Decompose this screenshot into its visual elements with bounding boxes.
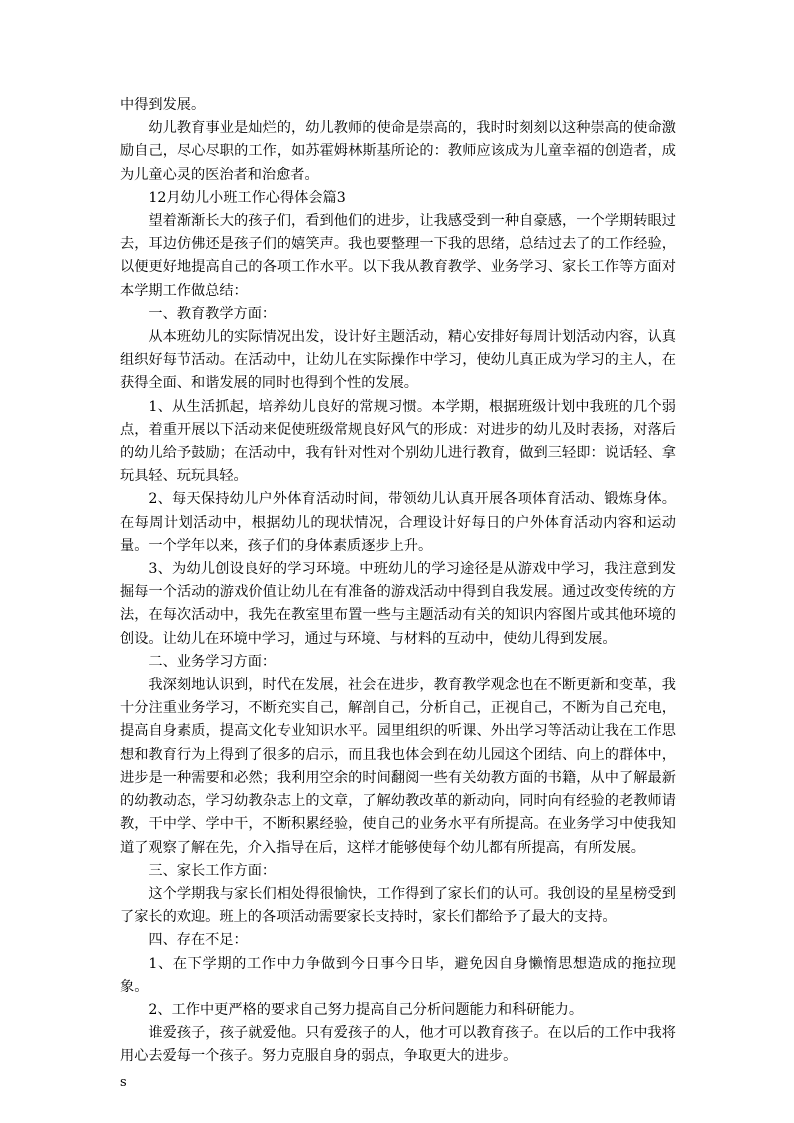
paragraph-continuation: 中得到发展。	[120, 97, 206, 113]
section-heading-teaching: 一、教育教学方面：	[148, 305, 277, 322]
paragraph-study: 我深刻地认识到，时代在发展，社会在进步，教育教学观念也在不断更新和变革，我十分注重业务学习，不断充实自己，解剖自己，分析自己，正视自己，不断为自己充电，提高自身素质，提高文化专业知识水平。园里组织的听课、外出学习等活动让我在工作思想和教育行为上得到了很多的启示，而且我也体会到在幼儿园这个团结、向上的群体中，进步是一种需要和必然；我利用空余的时间翻阅一些有关幼教方面的书籍，从中了解最新的幼教动态，学习幼教杂志上的文章，了解幼教改革的新动向，同时向有经验的老教师请教，干中学、学中干，不断积累经验，使自己的业务水平有所提高。在业务学习中使我知道了观察了解在先，介入指导在后，这样才能够使每个幼儿都有所提高，有所发展。	[120, 677, 676, 856]
paragraph-teaching: 从本班幼儿的实际情况出发，设计好主题活动，精心安排好每周计划活动内容，认真组织好每节活动。在活动中，让幼儿在实际操作中学习，使幼儿真正成为学习的主人，在获得全面、和谐发展的同时也得到个性的发展。	[120, 329, 676, 392]
paragraph-mission: 幼儿教育事业是灿烂的，幼儿教师的使命是崇高的，我时时刻刻以这种崇高的使命激励自己，尽心尽职的工作，如苏霍姆林斯基所论的：教师应该成为儿童幸福的创造者，成为儿童心灵的医治者和治愈者。	[120, 120, 676, 183]
paragraph-shortcoming-2: 2、工作中更严格的要求自己努力提高自己分析问题能力和科研能力。	[148, 1001, 584, 1018]
article-title: 12月幼儿小班工作心得体会篇3	[148, 189, 346, 206]
document-page	[120, 94, 676, 1094]
paragraph-environment: 3、为幼儿创设良好的学习环境。中班幼儿的学习途径是从游戏中学习，我注意到发掘每一个活动的游戏价值让幼儿在有准备的游戏活动中得到自我发展。通过改变传统的方法，在每次活动中，我先在教室里布置一些与主题活动有关的知识内容图片或其他环境的创设。让幼儿在环境中学习，通过与环境、与材料的互动中，使幼儿得到发展。	[120, 561, 676, 647]
paragraph-parents: 这个学期我与家长们相处得很愉快，工作得到了家长们的认可。我创设的星星榜受到了家长的欢迎。班上的各项活动需要家长支持时，家长们都给予了最大的支持。	[120, 885, 676, 926]
paragraph-closing: 谁爱孩子，孩子就爱他。只有爱孩子的人，他才可以教育孩子。在以后的工作中我将用心去爱每一个孩子。努力克服自身的弱点，争取更大的进步。	[120, 1025, 676, 1065]
paragraph-habits: 1、从生活抓起，培养幼儿良好的常规习惯。本学期，根据班级计划中我班的几个弱点，着重开展以下活动来促使班级常规良好风气的形成：对进步的幼儿及时表扬，对落后的幼儿给予鼓励；在活动中，我有针对性对个别幼儿进行教育，做到三轻即：说话轻、拿玩具轻、玩玩具轻。	[120, 398, 676, 485]
paragraph-outdoor: 2、每天保持幼儿户外体育活动时间，带领幼儿认真开展各项体育活动、锻炼身体。在每周计划活动中，根据幼儿的现状情况，合理设计好每日的户外体育活动内容和运动量。一个学年以来，孩子们的身体素质逐步上升。	[120, 491, 676, 554]
footer-mark: s	[120, 1074, 127, 1090]
paragraph-shortcoming-1: 1、在下学期的工作中力争做到今日事今日毕，避免因自身懒惰思想造成的拖拉现象。	[120, 955, 676, 995]
section-heading-shortcomings: 四、存在不足：	[148, 932, 248, 949]
section-heading-parents: 三、家长工作方面：	[148, 862, 277, 879]
paragraph-intro: 望着渐渐长大的孩子们，看到他们的进步，让我感受到一种自豪感，一个学期转眼过去，耳边仿佛还是孩子们的嬉笑声。我也要整理一下我的思绪，总结过去了的工作经验，以便更好地提高自己的各项工作水平。以下我从教育教学、业务学习、家长工作等方面对本学期工作做总结：	[120, 213, 676, 299]
section-heading-study: 二、业务学习方面：	[148, 653, 277, 670]
